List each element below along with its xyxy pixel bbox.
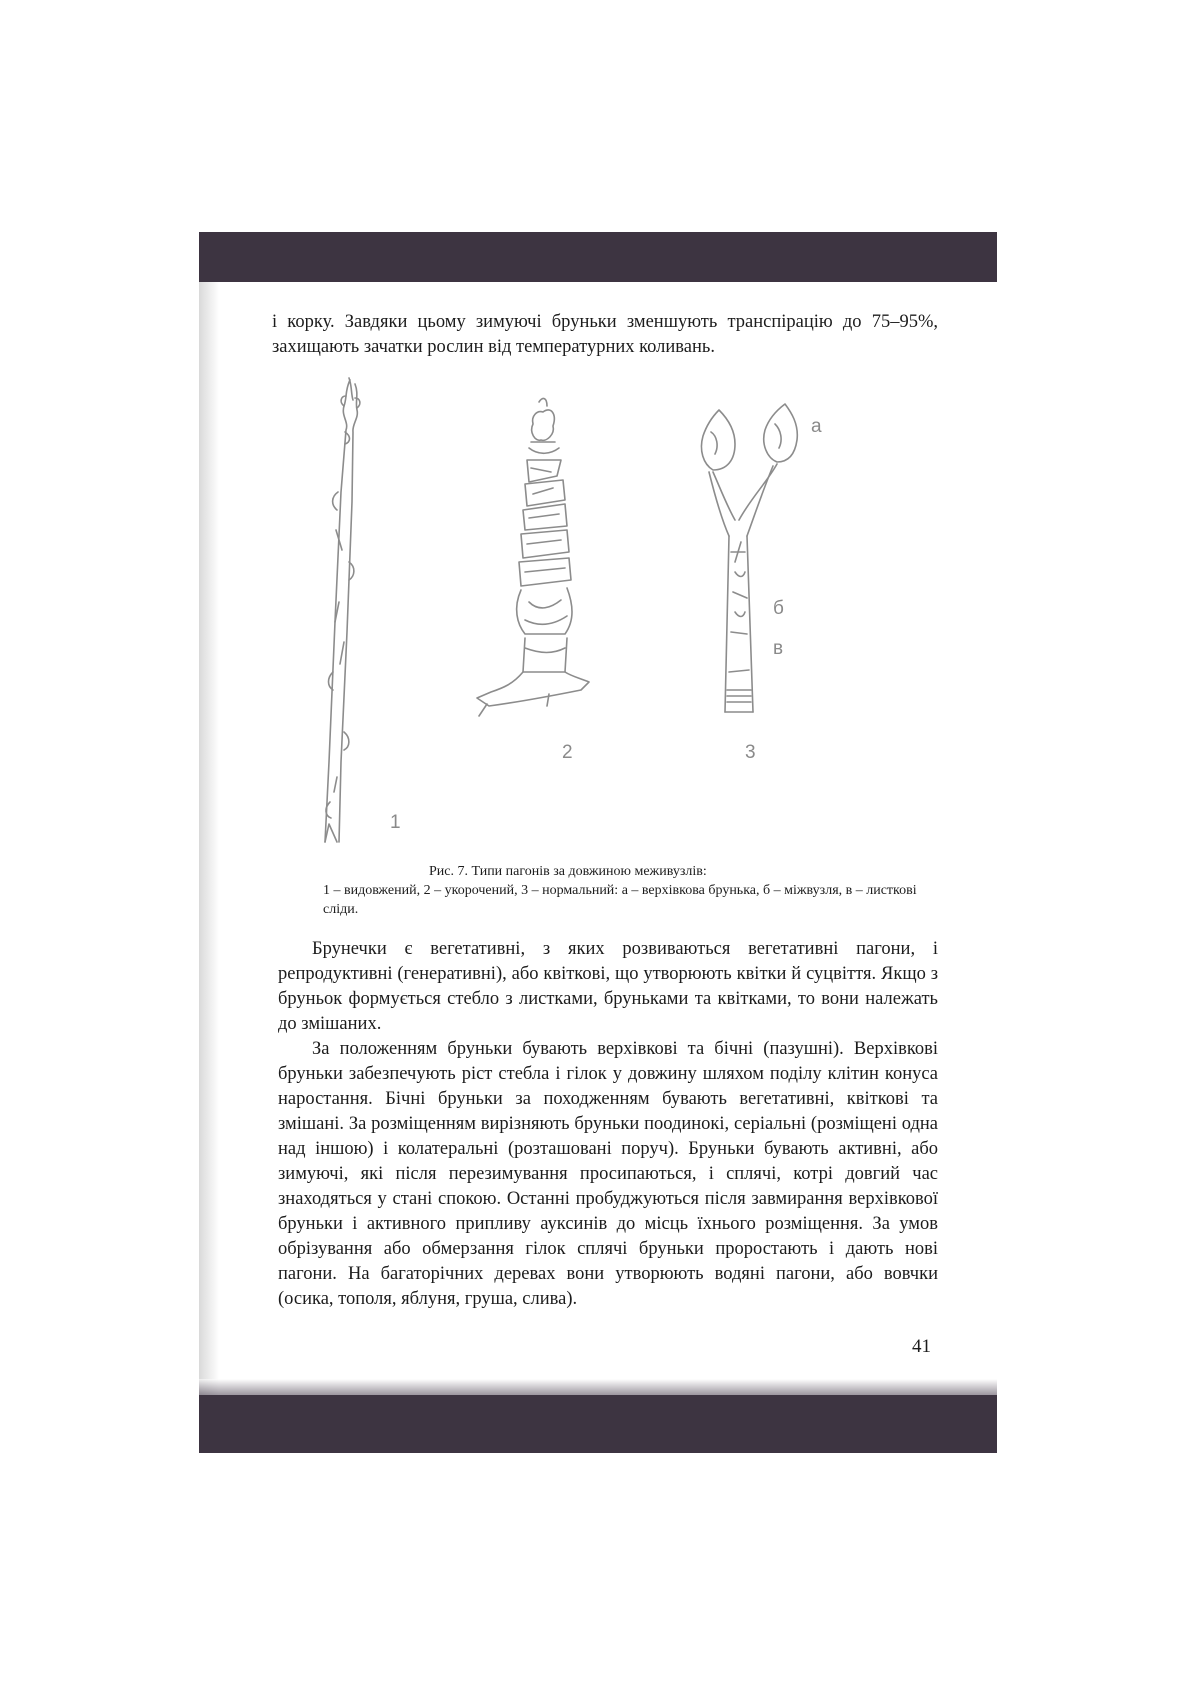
caption-body: 1 – видовжений, 2 – укорочений, 3 – нормальний: а – верхівкова брунька, б – міжвузля, в – листкові сліди. (323, 883, 917, 917)
text-top: і корку. Завдяки цьому зимуючі бруньки зменшують транспірацію до 75–95%, захищають зачатки рослин від температурних коливань. (272, 312, 938, 357)
paragraph-1: Брунечки є вегетативні, з яких розвиваються вегетативні пагони, і репродуктивні (генеративні), або квіткові, що утворюють квітки й суцвіття. Якщо з бруньок формується стебло з листками, бруньками та квітками, то вони належать до змішаних. (278, 939, 938, 1034)
label-shoot-2: 2 (562, 742, 573, 763)
caption-title: Рис. 7. Типи пагонів за довжиною меживузлів: (429, 864, 707, 879)
book-page (199, 282, 997, 1395)
label-shoot-1: 1 (390, 812, 401, 833)
page-number: 41 (912, 1336, 931, 1357)
scan-border-bottom (199, 1395, 997, 1453)
figure-caption (323, 862, 943, 919)
figure-shoot-types (289, 372, 849, 852)
label-shoot-3: 3 (745, 742, 756, 763)
scan-border-top (199, 232, 997, 282)
label-a: а (811, 416, 822, 437)
shoot-3-drawing (701, 404, 797, 712)
shoot-1-drawing (325, 378, 360, 842)
label-v: в (773, 638, 784, 659)
shoot-2-drawing (477, 399, 589, 716)
figure-drawing (289, 372, 849, 852)
paragraph-2: За положенням бруньки бувають верхівкові та бічні (пазушні). Верхівкові бруньки забезпечують ріст стебла і гілок у довжину шляхом поділу клітин конуса наростання. Бічні бруньки за походженням бувають вегетативні, квіткові та змішані. За розміщенням вирізняють бруньки поодинокі, серіальні (розміщені одна над іншою) і колатеральні (розташовані поруч). Бруньки бувають активні, або зимуючі, які після перезимування просипаються, і сплячі, котрі довгий час знаходяться у стані спокою. Останні пробуджуються після завмирання верхівкової бруньки і активного припливу ауксинів до місць їхнього розміщення. За умов обрізування або обмерзання гілок сплячі бруньки проростають і дають нові пагони. На багаторічних деревах вони утворюють водяні пагони, або вовчки (осика, тополя, яблуня, груша, слива). (278, 1039, 938, 1309)
label-b: б (773, 598, 784, 619)
